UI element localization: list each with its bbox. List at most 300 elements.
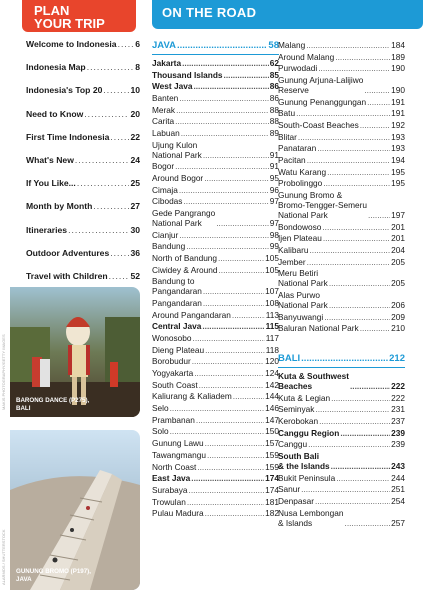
toc-entry-title-line: Kuta & Legian: [278, 392, 331, 403]
dot-leader: [340, 428, 390, 438]
toc-entry-title-line: Cimaja: [152, 184, 178, 195]
toc-entry-page: 231: [391, 404, 405, 415]
toc-entry-page: 237: [391, 416, 405, 427]
toc-entry-title-line: Kalibaru: [278, 245, 309, 256]
toc-entry-title: [278, 428, 339, 438]
dot-leader: [183, 196, 268, 206]
toc-entry-page: 205: [391, 256, 405, 267]
toc-entry[interactable]: [152, 438, 279, 448]
toc-entry[interactable]: [278, 120, 405, 130]
toc-entry-title-line: Baluran National Park: [278, 323, 359, 334]
toc-entry-title-line: Gunung Arjuna-Lalijiwo: [278, 75, 364, 86]
toc-entry-title-line: Banyuwangi: [278, 311, 324, 322]
toc-entry-page: 95: [269, 173, 279, 184]
toc-entry-title-line: Banten: [152, 93, 179, 104]
toc-entry-page: 20: [130, 108, 140, 119]
dot-leader: [68, 225, 129, 235]
toc-entry[interactable]: [152, 368, 279, 378]
toc-entry-title-line: & Islands: [278, 517, 313, 528]
toc-entry-title-line: Meru Betiri: [278, 268, 319, 279]
dot-leader: [103, 85, 129, 95]
toc-entry-page: 194: [391, 155, 405, 166]
toc-entry-page: 118: [265, 344, 279, 355]
toc-entry-page: 174: [265, 484, 279, 495]
dot-leader: [233, 391, 264, 401]
toc-entry-title: If You Like...: [26, 178, 76, 189]
toc-entry-title: What's New: [26, 154, 74, 165]
dot-leader: [110, 248, 129, 258]
toc-entry-page: 24: [130, 154, 140, 165]
toc-entry-page: 181: [265, 496, 279, 507]
toc-entry-title-line: South-Coast Beaches: [278, 120, 359, 131]
toc-entry-title-line: Yogyakarta: [152, 368, 194, 379]
toc-entry-title-line: Gunung Bromo &: [278, 190, 343, 201]
toc-entry[interactable]: [278, 508, 405, 528]
toc-entry-title: [278, 473, 335, 483]
photo2-caption-line1: GUNUNG BROMO (P197),: [16, 568, 91, 575]
toc-entry-page: 212: [389, 353, 405, 365]
toc-entry-title-line: Tawangmangu: [152, 449, 206, 460]
toc-entry-page: 91: [269, 161, 279, 172]
toc-entry-title: [152, 333, 192, 343]
toc-entry-title-line: North Coast: [152, 461, 197, 472]
toc-entry[interactable]: [26, 248, 140, 271]
toc-entry[interactable]: [278, 233, 405, 243]
toc-entry-page: 251: [391, 484, 405, 495]
toc-entry-title-line: Carita: [152, 116, 175, 127]
toc-entry-page: 197: [391, 210, 405, 221]
toc-entry-title-line: Alas Purwo: [278, 290, 320, 301]
toc-entry-title-line: Around Pangandaran: [152, 309, 231, 320]
toc-entry[interactable]: [152, 116, 279, 126]
toc-entry-page: 113: [265, 309, 279, 320]
toc-entry-page: 25: [130, 178, 140, 189]
toc-entry-title: Outdoor Adventures: [26, 247, 110, 258]
toc-entry[interactable]: [152, 185, 279, 195]
toc-entry-page: 97: [269, 218, 279, 229]
toc-entry-page: 190: [391, 63, 405, 74]
dot-leader: [319, 416, 390, 426]
toc-entry[interactable]: [26, 85, 140, 108]
toc-entry[interactable]: [278, 439, 405, 449]
dot-leader: [170, 426, 265, 436]
dot-leader: [218, 253, 264, 263]
dot-leader: [309, 245, 390, 255]
toc-entry-title-line: Panataran: [278, 143, 317, 154]
toc-entry[interactable]: [278, 63, 405, 73]
toc-entry[interactable]: [152, 93, 279, 103]
road-title: ON THE ROAD: [162, 5, 257, 20]
toc-entry-page: 191: [391, 108, 405, 119]
dot-leader: [322, 222, 390, 232]
toc-entry[interactable]: [152, 276, 279, 296]
toc-entry-page: 91: [269, 149, 279, 160]
toc-entry[interactable]: [152, 230, 279, 240]
toc-entry[interactable]: [152, 298, 279, 308]
dot-leader: [193, 333, 265, 343]
toc-entry-title-line: Pangandaran: [152, 298, 202, 309]
toc-entry-title-line: Bandung to: [152, 276, 195, 287]
toc-entry[interactable]: [152, 415, 279, 425]
dot-leader: [175, 116, 269, 126]
dot-leader: [189, 485, 265, 495]
dot-leader: [204, 173, 269, 183]
toc-entry-page: 117: [265, 333, 279, 344]
toc-entry-title: [152, 403, 169, 413]
region-rule: [278, 367, 405, 368]
dot-leader: [193, 81, 268, 91]
toc-entry[interactable]: [278, 371, 405, 391]
toc-entry[interactable]: [278, 451, 405, 471]
toc-entry-title-line: South Bali: [278, 451, 320, 462]
toc-entry-page: 147: [265, 414, 279, 425]
toc-entry-title: [278, 416, 318, 426]
region-heading[interactable]: [278, 353, 405, 365]
toc-entry-title: [278, 143, 316, 153]
toc-entry-page: 159: [265, 461, 279, 472]
toc-entry[interactable]: [278, 222, 405, 232]
toc-entry-title: [152, 380, 198, 390]
toc-entry-title-line: Ijen Plateau: [278, 233, 322, 244]
toc-entry-title: Month by Month: [26, 201, 93, 212]
toc-entry[interactable]: [152, 161, 279, 171]
dot-leader: [179, 93, 268, 103]
toc-entry[interactable]: [152, 58, 279, 68]
toc-entry[interactable]: [152, 140, 279, 160]
dot-leader: [75, 155, 130, 165]
toc-entry[interactable]: [152, 208, 279, 228]
toc-entry[interactable]: [152, 105, 279, 115]
photo1-caption-line1: BARONG DANCE (P275),: [16, 397, 90, 404]
toc-entry-title-line: Cibodas: [152, 196, 183, 207]
dot-leader: [197, 462, 264, 472]
toc-entry-title-line: East Java: [152, 473, 191, 484]
dot-leader: [182, 58, 269, 68]
dot-leader: [207, 450, 264, 460]
toc-entry[interactable]: [278, 97, 405, 107]
toc-entry-title-line: Merak: [152, 104, 176, 115]
toc-entry-title: [152, 485, 188, 495]
toc-entry-page: 189: [391, 51, 405, 62]
toc-entry-title-line: Beaches: [278, 381, 313, 392]
dot-leader: [203, 286, 264, 296]
dot-leader: [205, 345, 265, 355]
toc-entry-title-line: Bogor: [152, 161, 175, 172]
plan-your-trip-list: [26, 39, 140, 317]
toc-entry[interactable]: [278, 484, 405, 494]
dot-leader: [179, 185, 269, 195]
toc-entry[interactable]: [26, 225, 140, 248]
toc-entry[interactable]: [278, 416, 405, 426]
dot-leader: [216, 218, 269, 228]
toc-entry-title: [152, 185, 178, 195]
toc-entry[interactable]: [278, 312, 405, 322]
contents-column-east-java-bali: [278, 40, 405, 530]
toc-entry-title: Need to Know: [26, 108, 84, 119]
toc-entry-page: 10: [130, 85, 140, 96]
toc-entry-title-line: National Park: [278, 300, 328, 311]
toc-entry-title-line: Bromo-Tengger-Semeru: [278, 200, 367, 211]
toc-entry[interactable]: [152, 380, 279, 390]
toc-entry[interactable]: [278, 40, 405, 50]
dot-leader: [93, 201, 129, 211]
toc-entry-title: [278, 132, 297, 142]
toc-entry-title: [152, 473, 190, 483]
toc-entry-page: 195: [391, 166, 405, 177]
toc-entry[interactable]: [152, 241, 279, 251]
toc-entry-title-line: Malang: [278, 40, 306, 50]
toc-entry-page: 105: [265, 264, 279, 275]
toc-entry[interactable]: [152, 81, 279, 91]
dot-leader: [177, 40, 267, 52]
dot-leader: [205, 438, 264, 448]
dot-leader: [301, 353, 388, 365]
dot-leader: [232, 310, 265, 320]
toc-entry[interactable]: [152, 333, 279, 343]
toc-entry-title: First Time Indonesia: [26, 131, 110, 142]
toc-entry-title: [278, 155, 306, 165]
toc-entry-page: 239: [391, 427, 405, 438]
toc-entry-page: 222: [391, 392, 405, 403]
toc-entry-page: 62: [269, 58, 279, 68]
toc-entry-page: 201: [391, 233, 405, 244]
toc-entry-page: 201: [391, 221, 405, 232]
toc-entry-title-line: South Coast: [152, 379, 198, 390]
dot-leader: [110, 132, 129, 142]
dot-leader: [336, 473, 390, 483]
toc-entry-page: 209: [391, 311, 405, 322]
toc-entry[interactable]: [278, 268, 405, 288]
toc-entry[interactable]: [278, 132, 405, 142]
dot-leader: [364, 85, 390, 95]
toc-entry-title-line: National Park: [278, 210, 328, 221]
toc-entry-page: 97: [269, 196, 279, 207]
toc-entry[interactable]: [278, 155, 405, 165]
toc-entry-page: 36: [130, 247, 140, 258]
toc-entry-title-line: Gede Pangrango: [152, 208, 216, 219]
toc-entry-title: Welcome to Indonesia: [26, 39, 117, 49]
toc-entry-page: 85: [269, 69, 279, 80]
toc-entry[interactable]: [152, 356, 279, 366]
toc-entry-title-line: Around Bogor: [152, 173, 204, 184]
toc-entry[interactable]: [278, 290, 405, 310]
dot-leader: [199, 380, 264, 390]
toc-entry-title-line: Bandung: [152, 241, 186, 252]
toc-entry[interactable]: [278, 323, 405, 333]
contents-column-java: [152, 40, 279, 520]
toc-entry-title-line: Ciwidey & Around: [152, 264, 218, 275]
toc-entry[interactable]: [278, 428, 405, 438]
toc-entry-title: [278, 108, 295, 118]
toc-entry-page: 6: [135, 39, 140, 49]
toc-entry-title: [278, 268, 328, 288]
toc-entry[interactable]: [152, 345, 279, 355]
toc-entry[interactable]: [26, 62, 140, 85]
toc-entry-title: [152, 140, 202, 160]
toc-entry[interactable]: [152, 173, 279, 183]
toc-entry[interactable]: [152, 265, 279, 275]
toc-entry[interactable]: [278, 245, 405, 255]
toc-entry-page: 144: [265, 391, 279, 402]
toc-entry-title: Travel with Children: [26, 270, 108, 281]
toc-entry[interactable]: [278, 178, 405, 188]
toc-entry[interactable]: [278, 496, 405, 506]
toc-entry[interactable]: [26, 132, 140, 155]
toc-entry-title: [278, 371, 349, 391]
toc-entry-page: 22: [130, 131, 140, 142]
toc-entry-title: [278, 484, 300, 494]
toc-entry-title-line: Central Java: [152, 321, 202, 332]
toc-entry-title: [152, 93, 178, 103]
dot-leader: [203, 298, 264, 308]
photo2-caption-line2: JAVA: [16, 576, 32, 583]
toc-entry[interactable]: [152, 196, 279, 206]
toc-entry-title: [152, 497, 186, 507]
toc-entry-page: 184: [391, 40, 405, 50]
toc-entry-title-line: National Park: [152, 149, 202, 160]
toc-entry-title-line: Surabaya: [152, 484, 188, 495]
toc-entry-page: 193: [391, 131, 405, 142]
toc-entry-title-line: Pangandaran: [152, 286, 202, 297]
toc-entry-title: [152, 196, 182, 206]
toc-entry-title: [278, 190, 367, 220]
toc-entry-title: [152, 438, 204, 448]
toc-entry-page: 204: [391, 245, 405, 256]
toc-entry-page: 254: [391, 496, 405, 507]
toc-entry-title: [278, 120, 359, 130]
toc-entry[interactable]: [278, 143, 405, 153]
toc-entry-title-line: North of Bandung: [152, 253, 218, 264]
dot-leader: [324, 312, 390, 322]
toc-entry-title: [278, 233, 322, 243]
region-heading[interactable]: [152, 40, 279, 52]
toc-entry-title: Indonesia Map: [26, 62, 86, 73]
dot-leader: [179, 230, 268, 240]
toc-entry-page: 159: [265, 449, 279, 460]
toc-entry-title: [152, 356, 191, 366]
toc-entry-title: [278, 222, 321, 232]
dot-leader: [118, 39, 135, 49]
toc-entry-title: [278, 52, 334, 62]
toc-entry[interactable]: [152, 426, 279, 436]
toc-entry-page: 239: [391, 439, 405, 450]
toc-entry-page: 174: [265, 473, 279, 484]
toc-entry-page: 105: [265, 253, 279, 264]
toc-entry-title: [152, 161, 174, 171]
toc-entry-title: [278, 245, 308, 255]
toc-entry-title-line: Gunung Lawu: [152, 438, 204, 449]
dot-leader: [331, 461, 391, 471]
toc-entry-page: 244: [391, 472, 405, 483]
toc-entry[interactable]: [278, 167, 405, 177]
toc-entry-title: [278, 40, 305, 50]
toc-entry-title-line: Prambanan: [152, 414, 195, 425]
toc-entry-title: [152, 173, 203, 183]
toc-entry-title-line: Reserve: [278, 85, 309, 96]
section-gap: [278, 335, 405, 353]
toc-entry-page: 243: [391, 461, 405, 472]
toc-entry[interactable]: [152, 253, 279, 263]
toc-entry-title-line: Cianjur: [152, 229, 179, 240]
toc-entry-title-line: Pacitan: [278, 155, 306, 166]
toc-entry[interactable]: [26, 178, 140, 201]
toc-entry[interactable]: [152, 450, 279, 460]
toc-entry-page: 222: [391, 381, 405, 392]
toc-entry[interactable]: [26, 155, 140, 178]
toc-entry-title-line: Kerobokan: [278, 416, 319, 427]
toc-entry-title-line: Around Malang: [278, 51, 335, 62]
toc-entry[interactable]: [278, 473, 405, 483]
toc-entry-title: [278, 312, 323, 322]
toc-entry[interactable]: [278, 257, 405, 267]
toc-entry[interactable]: [26, 201, 140, 224]
toc-entry[interactable]: [152, 403, 279, 413]
toc-entry[interactable]: [278, 52, 405, 62]
barong-dance-photo: [10, 287, 140, 417]
toc-entry-title: Itineraries: [26, 224, 68, 235]
toc-entry[interactable]: [278, 404, 405, 414]
toc-entry-title: [278, 75, 363, 95]
toc-entry[interactable]: [278, 190, 405, 220]
toc-entry-title: [152, 450, 206, 460]
toc-entry-page: 86: [269, 93, 279, 104]
toc-entry-title: [152, 298, 202, 308]
toc-entry[interactable]: [152, 508, 279, 518]
toc-entry-title-line: Sanur: [278, 484, 301, 495]
photo1-caption-line2: BALI: [16, 405, 31, 412]
dot-leader: [194, 368, 264, 378]
dot-leader: [368, 210, 390, 220]
toc-entry[interactable]: [278, 75, 405, 95]
dot-leader: [224, 70, 269, 80]
toc-entry[interactable]: [26, 39, 140, 62]
toc-entry[interactable]: [152, 462, 279, 472]
dot-leader: [296, 108, 390, 118]
dot-leader: [176, 105, 269, 115]
photo2-credit: ALARMOS / SHUTTERSTOCK: [1, 529, 6, 585]
toc-entry-page: 193: [391, 143, 405, 154]
dot-leader: [203, 150, 269, 160]
dot-leader: [318, 63, 390, 73]
toc-entry-page: 146: [265, 403, 279, 414]
toc-entry-title-line: Jember: [278, 256, 306, 267]
dot-leader: [331, 393, 390, 403]
dot-leader: [306, 40, 390, 50]
toc-entry-title-line: JAVA: [152, 40, 176, 51]
toc-entry[interactable]: [26, 109, 140, 132]
toc-entry[interactable]: [152, 70, 279, 80]
toc-entry[interactable]: [278, 393, 405, 403]
toc-entry[interactable]: [152, 473, 279, 483]
toc-entry-page: 115: [265, 321, 279, 332]
dot-leader: [360, 120, 390, 130]
toc-entry-page: 206: [391, 300, 405, 311]
toc-entry[interactable]: [152, 497, 279, 507]
toc-entry[interactable]: [152, 321, 279, 331]
toc-entry[interactable]: [152, 310, 279, 320]
toc-entry-title-line: Bondowoso: [278, 221, 322, 232]
toc-entry[interactable]: [278, 108, 405, 118]
toc-entry-title-line: Canggu Region: [278, 427, 340, 438]
toc-entry[interactable]: [152, 485, 279, 495]
dot-leader: [345, 518, 391, 528]
toc-entry-title: [152, 253, 217, 263]
toc-entry[interactable]: [152, 128, 279, 138]
dot-leader: [196, 415, 264, 425]
toc-entry[interactable]: [152, 391, 279, 401]
dot-leader: [109, 271, 130, 281]
toc-entry-title: [278, 496, 314, 506]
